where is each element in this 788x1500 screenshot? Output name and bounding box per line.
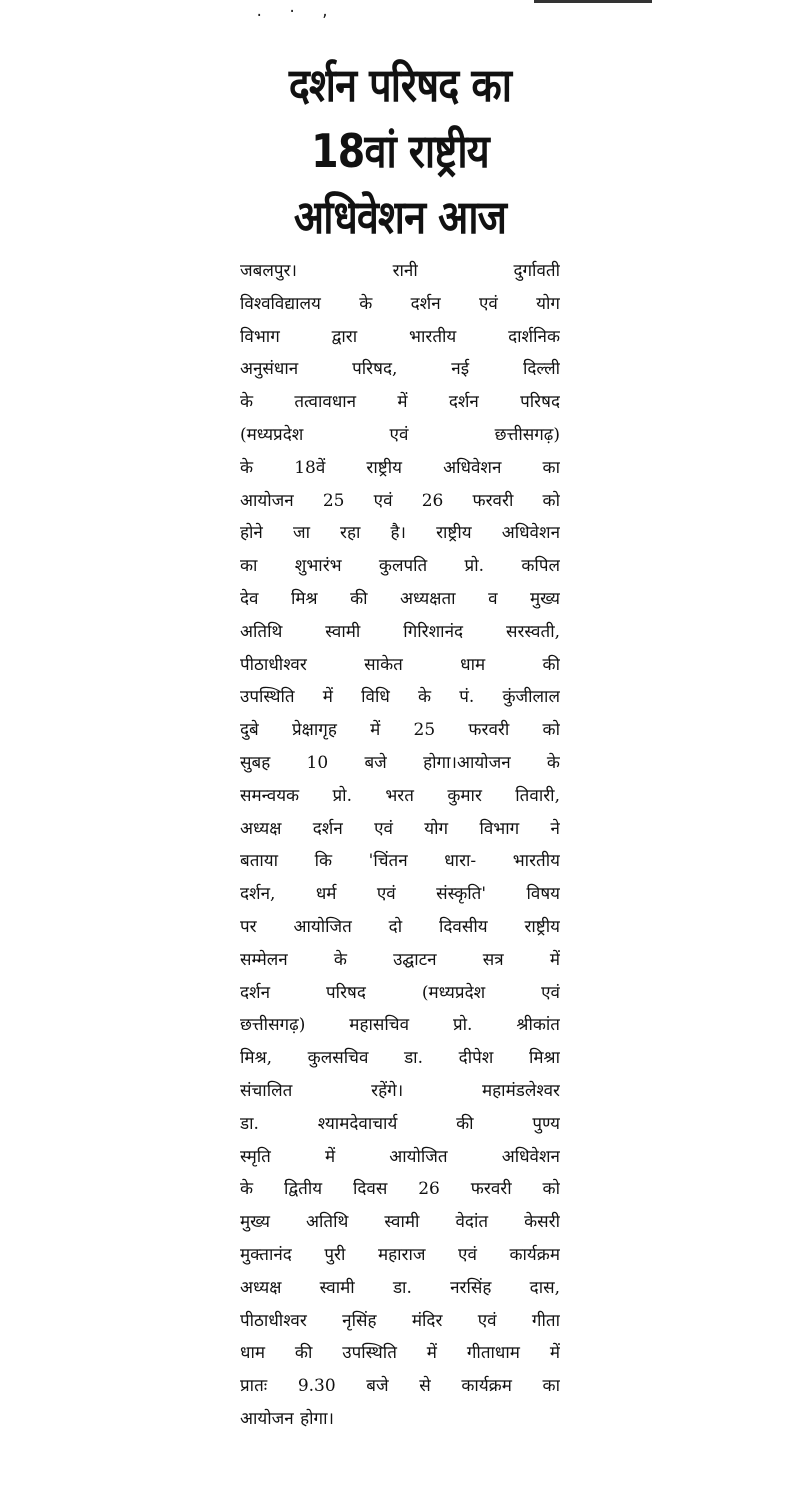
top-marks: . · , — [255, 4, 338, 20]
article-line: के तत्वावधान में दर्शन परिषद — [240, 392, 560, 413]
article-line: देव मिश्र की अध्यक्षता व मुख्य — [240, 588, 560, 609]
article-line: अध्यक्ष दर्शन एवं योग विभाग ने — [240, 818, 560, 839]
article-line: दर्शन, धर्म एवं संस्कृति' विषय — [240, 884, 560, 905]
article-line: का शुभारंभ कुलपति प्रो. कपिल — [240, 556, 560, 577]
article-line: दर्शन परिषद (मध्यप्रदेश एवं — [240, 982, 560, 1003]
article-line: बताया कि 'चिंतन धारा- भारतीय — [240, 851, 560, 872]
article-line: धाम की उपस्थिति में गीताधाम में — [240, 1343, 560, 1364]
article-line: मिश्र, कुलसचिव डा. दीपेश मिश्रा — [240, 1048, 560, 1069]
headline-line: अधिवेशन आज — [293, 190, 507, 244]
article-line: सम्मेलन के उद्घाटन सत्र में — [240, 949, 560, 970]
article-line: के द्वितीय दिवस 26 फरवरी को — [240, 1179, 560, 1200]
article-line: विश्वविद्यालय के दर्शन एवं योग — [240, 293, 560, 314]
article-line: के 18वें राष्ट्रीय अधिवेशन का — [240, 457, 560, 478]
article-line: जबलपुर। रानी दुर्गावती — [240, 261, 560, 281]
article-line: स्मृति में आयोजित अधिवेशन — [240, 1146, 560, 1167]
article-line: समन्वयक प्रो. भरत कुमार तिवारी, — [240, 785, 560, 806]
headline — [237, 52, 564, 250]
article-line: पीठाधीश्वर नृसिंह मंदिर एवं गीता — [240, 1310, 560, 1331]
article-line: अतिथि स्वामी गिरिशानंद सरस्वती, — [240, 621, 560, 642]
top-rule — [534, 0, 652, 3]
article-line: मुख्य अतिथि स्वामी वेदांत केसरी — [240, 1212, 560, 1233]
article-line: (मध्यप्रदेश एवं छत्तीसगढ़) — [240, 424, 560, 445]
article-line: उपस्थिति में विधि के पं. कुंजीलाल — [240, 687, 560, 708]
article-line: दुबे प्रेक्षागृह में 25 फरवरी को — [240, 720, 560, 741]
article-line: अध्यक्ष स्वामी डा. नरसिंह दास, — [240, 1277, 560, 1298]
article-line: आयोजन होगा। — [240, 1408, 334, 1429]
article-line: सुबह 10 बजे होगा।आयोजन के — [240, 752, 560, 773]
article-line: छत्तीसगढ़) महासचिव प्रो. श्रीकांत — [240, 1015, 560, 1036]
article-line: संचालित रहेंगे। महामंडलेश्वर — [240, 1080, 560, 1101]
article-line: पर आयोजित दो दिवसीय राष्ट्रीय — [240, 916, 560, 937]
headline-line: दर्शन परिषद का — [288, 58, 512, 112]
article-body — [240, 255, 560, 1436]
article-line: आयोजन 25 एवं 26 फरवरी को — [240, 490, 560, 511]
article-line: होने जा रहा है। राष्ट्रीय अधिवेशन — [240, 523, 560, 544]
article-line: मुक्तानंद पुरी महाराज एवं कार्यक्रम — [240, 1244, 560, 1265]
article-line: पीठाधीश्वर साकेत धाम की — [240, 654, 560, 675]
article-line: प्रातः 9.30 बजे से कार्यक्रम का — [240, 1376, 560, 1397]
article-line: डा. श्यामदेवाचार्य की पुण्य — [240, 1113, 560, 1134]
headline-line: 18वां राष्ट्रीय — [311, 124, 489, 178]
article-line: अनुसंधान परिषद, नई दिल्ली — [240, 359, 560, 380]
article-line: विभाग द्वारा भारतीय दार्शनिक — [240, 326, 560, 347]
